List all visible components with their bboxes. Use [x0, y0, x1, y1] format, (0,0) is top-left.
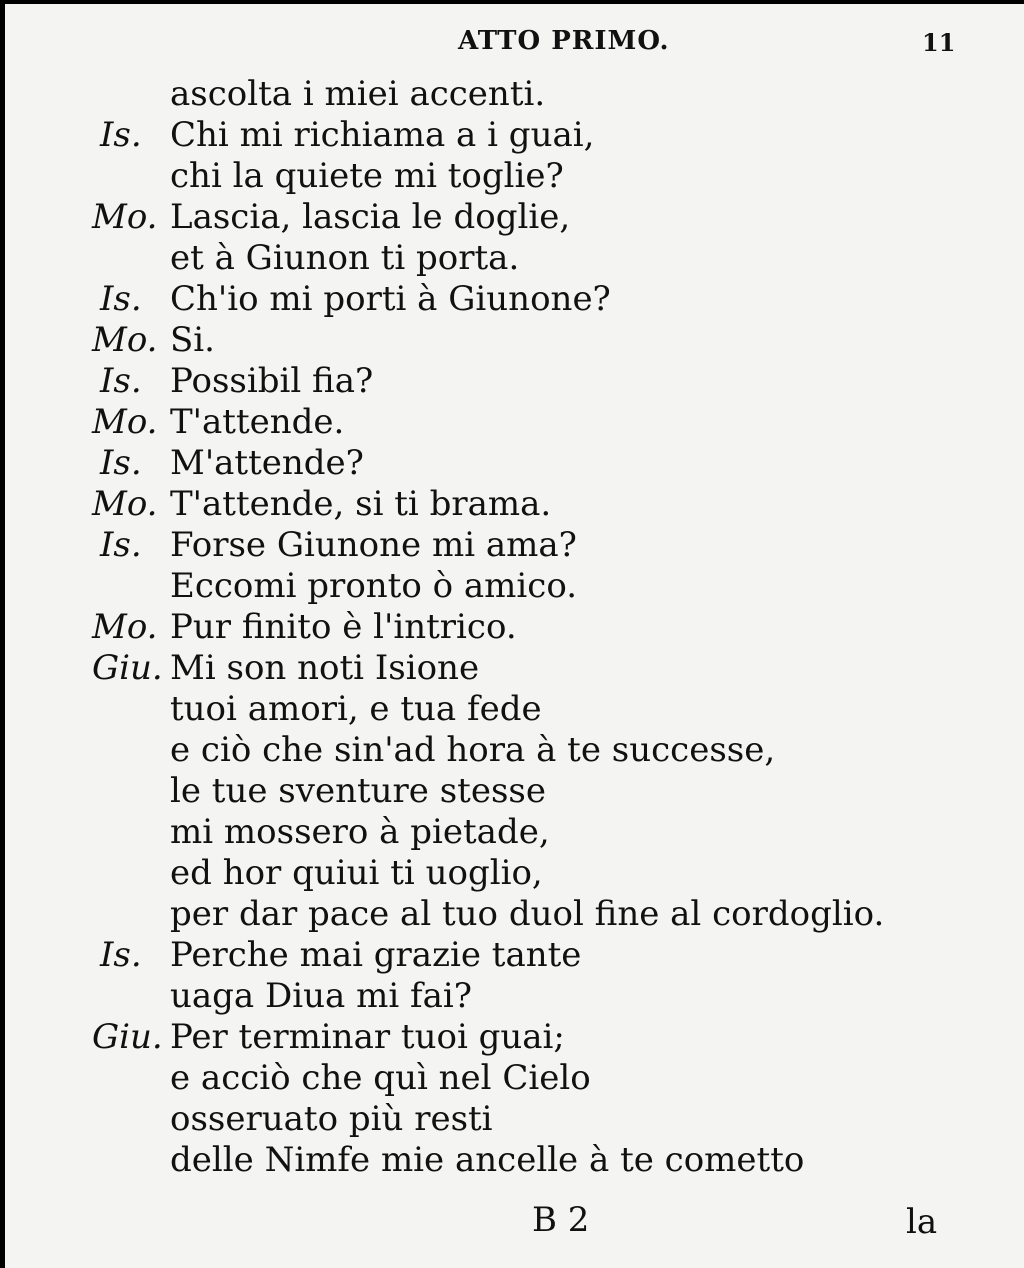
verse-line	[0, 359, 1024, 403]
speaker-label: Mo.	[92, 320, 158, 360]
verse-line	[0, 605, 1024, 649]
speaker-label: Is.	[100, 525, 142, 565]
verse-text: le tue sventure stesse	[170, 771, 546, 811]
verse-text: Ch'io mi porti à Giunone?	[170, 279, 611, 319]
verse-line	[0, 113, 1024, 157]
verse-text: Si.	[170, 320, 215, 360]
speaker-label: Is.	[100, 279, 142, 319]
verse-text: Mi son noti Isione	[170, 648, 480, 688]
verse-line	[0, 1138, 1024, 1182]
verse-text: Perche mai grazie tante	[170, 935, 582, 975]
speaker-label: Mo.	[92, 197, 158, 237]
verse-line	[0, 400, 1024, 444]
speaker-label: Mo.	[92, 607, 158, 647]
verse-text: e acciò che quì nel Cielo	[170, 1058, 591, 1098]
speaker-label: Is.	[100, 935, 142, 975]
verse-line	[0, 195, 1024, 239]
signature-mark: B 2	[532, 1200, 590, 1240]
verse-text: tuoi amori, e tua fede	[170, 689, 542, 729]
verse-text: Chi mi richiama a i guai,	[170, 115, 595, 155]
verse-line	[0, 933, 1024, 977]
verse-text: Per terminar tuoi guai;	[170, 1017, 565, 1057]
speaker-label: Is.	[100, 361, 142, 401]
verse-line	[0, 769, 1024, 813]
running-head: ATTO PRIMO.	[458, 26, 670, 56]
verse-text: ascolta i miei accenti.	[170, 74, 546, 114]
speaker-label: Is.	[100, 115, 142, 155]
catchword: la	[906, 1202, 938, 1242]
verse-text: Lascia, lascia le doglie,	[170, 197, 571, 237]
verse-line	[0, 154, 1024, 198]
verse-text: Eccomi pronto ò amico.	[170, 566, 578, 606]
verse-text: osseruato più resti	[170, 1099, 493, 1139]
verse-line	[0, 1097, 1024, 1141]
verse-line	[0, 810, 1024, 854]
verse-text: delle Nimfe mie ancelle à te cometto	[170, 1140, 805, 1180]
verse-text: Forse Giunone mi ama?	[170, 525, 577, 565]
verse-line	[0, 974, 1024, 1018]
speaker-label: Mo.	[92, 484, 158, 524]
verse-line	[0, 564, 1024, 608]
page-header	[0, 26, 1024, 66]
verse-text: e ciò che sin'ad hora à te successe,	[170, 730, 776, 770]
verse-line	[0, 687, 1024, 731]
verse-text: Possibil fia?	[170, 361, 374, 401]
verse-line	[0, 728, 1024, 772]
verse-line	[0, 277, 1024, 321]
verse-line	[0, 851, 1024, 895]
verse-line	[0, 482, 1024, 526]
speaker-label: Mo.	[92, 402, 158, 442]
page-number: 11	[922, 28, 956, 57]
verse-text: ed hor quiui ti uoglio,	[170, 853, 543, 893]
verse-line	[0, 236, 1024, 280]
verse-text: chi la quiete mi toglie?	[170, 156, 564, 196]
verse-line	[0, 523, 1024, 567]
verse-text: M'attende?	[170, 443, 364, 483]
verse-line	[0, 441, 1024, 485]
verse-line	[0, 1056, 1024, 1100]
verse-text: mi mossero à pietade,	[170, 812, 550, 852]
verse-text: per dar pace al tuo duol fine al cordoglio.	[170, 894, 885, 934]
scan-edge-top	[0, 0, 1024, 4]
verse-line	[0, 892, 1024, 936]
speaker-label: Is.	[100, 443, 142, 483]
verse-text: et à Giunon ti porta.	[170, 238, 520, 278]
verse-line	[0, 72, 1024, 116]
verse-line	[0, 1015, 1024, 1059]
speaker-label: Giu.	[92, 648, 163, 688]
verse-text: uaga Diua mi fai?	[170, 976, 472, 1016]
verse-line	[0, 318, 1024, 362]
verse-text: T'attende.	[170, 402, 345, 442]
verse-text: T'attende, si ti brama.	[170, 484, 552, 524]
speaker-label: Giu.	[92, 1017, 163, 1057]
verse-line	[0, 646, 1024, 690]
verse-text: Pur finito è l'intrico.	[170, 607, 517, 647]
